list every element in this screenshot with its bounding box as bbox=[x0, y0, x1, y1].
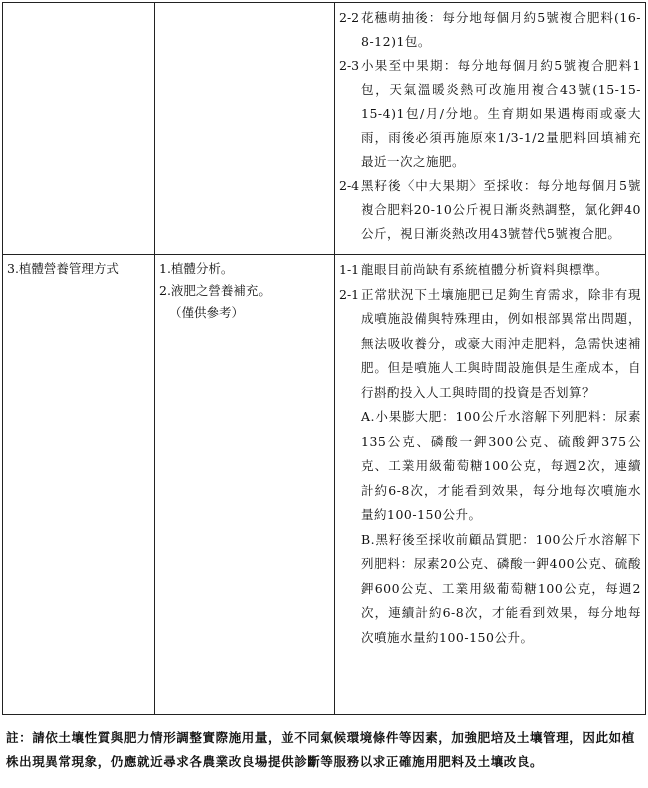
item-text: 黑籽後〈中大果期〉至採收：每分地每個月5號複合肥料20-10公斤視日漸炎熱調整，氯化鉀40公斤，視日漸炎熱改用43號替代5號複合肥。 bbox=[361, 178, 641, 241]
category-label: 3.植體營養管理方式 bbox=[7, 261, 119, 276]
row2-category-cell bbox=[3, 255, 155, 715]
row1-method-cell bbox=[155, 3, 335, 255]
row1-detail-cell bbox=[335, 3, 646, 255]
sub-item-a: A.小果膨大肥：100公斤水溶解下列肥料：尿素135公克、磷酸一鉀300公克、硫酸鉀375公克、工業用級葡萄糖100公克，每週2次，連續計約6-8次，才能看到效果，每分地每次噴施水量約100-150公升。 bbox=[361, 409, 641, 522]
item-text: 小果至中果期：每分地每個月約5號複合肥料1包，天氣溫暖炎熱可改施用複合43號(15-15-15-4)1包/月/分地。生育期如果遇梅雨或豪大雨，雨後必須再施原來1/3-1/2量肥料回填補充最近一次之施肥。 bbox=[361, 58, 641, 169]
method-item: 2.液肥之營養補充。 bbox=[159, 283, 271, 298]
item-number: 2-3 bbox=[339, 58, 360, 73]
list-item bbox=[339, 6, 641, 54]
item-number: 2-1 bbox=[339, 286, 360, 302]
item-text: 正常狀況下土壤施肥已足夠生育需求，除非有現成噴施設備與特殊理由，例如根部異常出問題，無法吸收養分，或豪大雨沖走肥料，急需快速補肥。但是噴施人工與時間設施俱是生產成本，自行斟酌投入人工與時間的投資是否划算？ bbox=[361, 286, 641, 400]
fertilizer-table bbox=[2, 2, 646, 715]
table-row-1 bbox=[3, 3, 646, 255]
list-item bbox=[339, 283, 641, 406]
row2-method-cell bbox=[155, 255, 335, 715]
row1-category-cell bbox=[3, 3, 155, 255]
list-item bbox=[339, 528, 641, 651]
item-text: 龍眼目前尚缺有系統植體分析資料與標準。 bbox=[361, 262, 609, 277]
row2-detail-cell bbox=[335, 255, 646, 715]
method-item: 1.植體分析。 bbox=[159, 261, 234, 276]
list-item bbox=[339, 405, 641, 528]
list-item bbox=[339, 174, 641, 246]
list-item bbox=[339, 258, 641, 283]
list-item bbox=[339, 54, 641, 174]
item-number: 2-4 bbox=[339, 178, 360, 193]
sub-item-b: B.黑籽後至採收前顧品質肥：100公斤水溶解下列肥料：尿素20公克、磷酸一鉀400公克、硫酸鉀600公克、工業用級葡萄糖100公克，每週2次，連續計約6-8次，才能看到效果，每分地每次噴施水量約100-150公升。 bbox=[361, 531, 641, 645]
item-text: 花穗萌抽後：每分地每個月約5號複合肥料(16-8-12)1包。 bbox=[361, 10, 641, 49]
table-row-2 bbox=[3, 255, 646, 715]
method-note: （僅供參考） bbox=[169, 305, 245, 320]
item-number: 2-2 bbox=[339, 10, 360, 25]
item-number: 1-1 bbox=[339, 262, 360, 277]
footnote: 註：請依土壤性質與肥力情形調整實際施用量，並不同氣候環境條件等因素，加強肥培及土壤管理，因此如植株出現異常現象，仍應就近尋求各農業改良場提供診斷等服務以求正確施用肥料及土壤改良。 bbox=[6, 730, 635, 769]
